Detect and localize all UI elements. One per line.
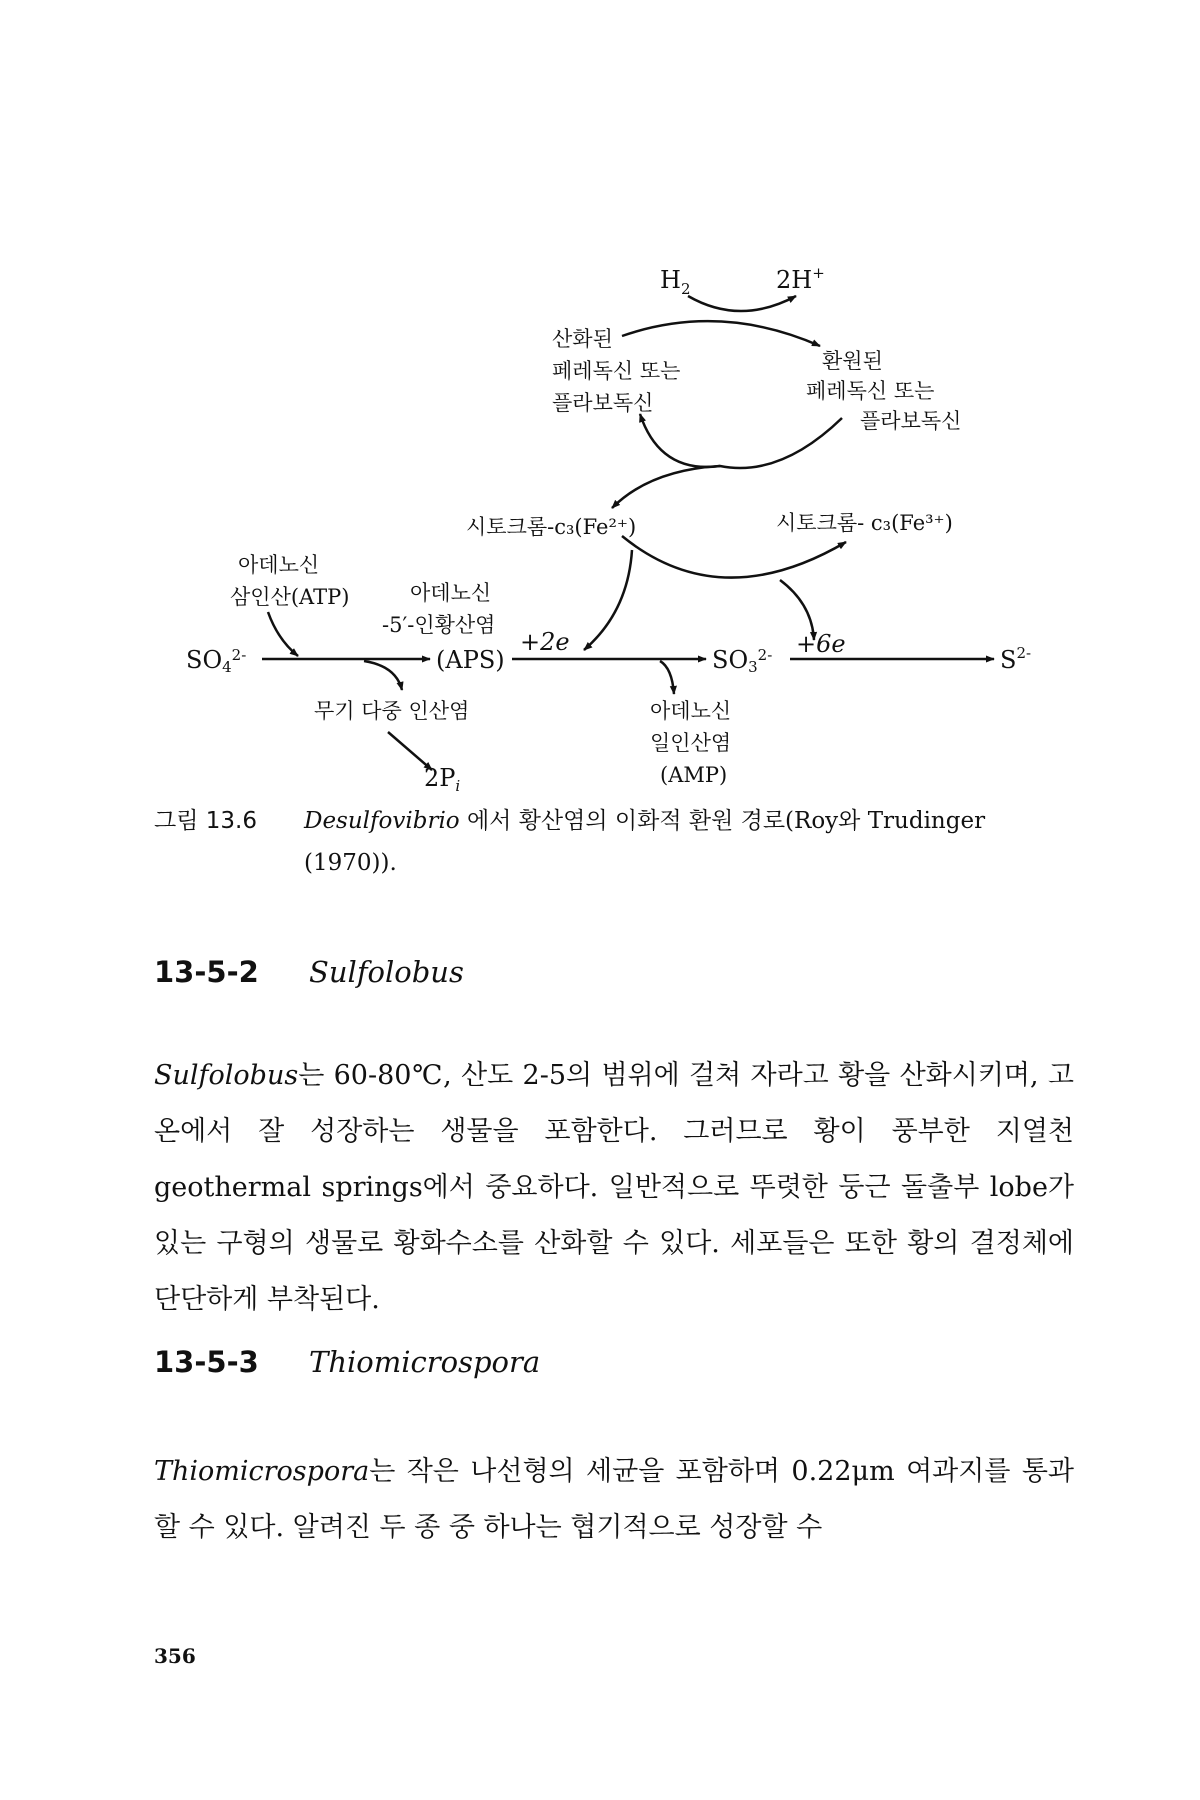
figure-caption — [154, 800, 1074, 884]
ferredoxin-reduction-arc — [622, 321, 820, 346]
paragraph-genus: Sulfolobus — [154, 1060, 299, 1091]
section-number: 13-5-2 — [154, 955, 259, 989]
caption-genus: Desulfovibrio — [304, 808, 460, 834]
cytochrome-fe3-label: 시토크롬- c₃(Fe³⁺) — [776, 511, 953, 535]
h2-label: $H_2$ — [660, 266, 691, 298]
caption-text: 에서 황산염의 이화적 환원 경로(Roy와 Trudinger — [459, 808, 986, 834]
cytochrome-oxidation-arc — [622, 536, 846, 578]
aps-label: (APS) — [436, 646, 505, 674]
ferredoxin-oxidation-arc — [640, 414, 842, 468]
cytochrome-fe2-label: 시토크롬-c₃(Fe²⁺) — [466, 515, 637, 539]
electron-transfer-2e-arrow — [584, 550, 632, 650]
amp-output-arrow — [660, 661, 674, 694]
sulfide-label: $S^{2-}$ — [1000, 644, 1032, 674]
atp-label-line2: 삼인산(ATP) — [230, 585, 350, 609]
proton-label: 2H+ — [776, 264, 825, 294]
paragraph-sulfolobus — [154, 1048, 1074, 1328]
oxidized-ferredoxin-line3: 플라보독신 — [552, 391, 654, 415]
ppi-output-arrow — [364, 661, 402, 690]
to-cytochrome-reduced-arrow — [612, 466, 720, 508]
paragraph-thiomicrospora — [154, 1444, 1074, 1556]
section-title: Sulfolobus — [309, 955, 464, 989]
h2-oxidation-arrow — [688, 296, 796, 311]
two-pi-label: $2P_i$ — [424, 764, 461, 795]
amp-name-line3: (AMP) — [660, 763, 728, 787]
oxidized-ferredoxin-line1: 산화된 — [552, 327, 613, 351]
reduced-ferredoxin-line2: 페레독신 또는 — [806, 379, 935, 403]
section-heading-sulfolobus — [154, 955, 464, 989]
pyrophosphate-label: 무기 다중 인산염 — [314, 699, 470, 723]
paragraph-body: 는 작은 나선형의 세균을 포함하며 0.22μm 여과지를 통과할 수 있다. 알려진 두 종 중 하나는 협기적으로 성장할 수 — [154, 1456, 1074, 1543]
sulfate-label: $SO4^{2-}$ — [186, 646, 247, 676]
reduced-ferredoxin-line3: 플라보독신 — [860, 409, 962, 433]
sulfate-reduction-pathway-diagram — [0, 0, 1200, 800]
reduced-ferredoxin-line1: 환원된 — [822, 349, 883, 373]
section-heading-thiomicrospora — [154, 1345, 540, 1379]
section-title: Thiomicrospora — [309, 1345, 541, 1379]
figure-number: 그림 13.6 — [154, 808, 257, 834]
section-number: 13-5-3 — [154, 1345, 259, 1379]
two-electron-label: +2e — [520, 628, 570, 656]
paragraph-body: 는 60-80℃, 산도 2-5의 범위에 걸쳐 자라고 황을 산화시키며, 고온에서 잘 성장하는 생물을 포함한다. 그러므로 황이 풍부한 지열천 geothermal springs에서 중요하다. 일반적으로 뚜렷한 둥근 돌출부 lobe가 있는 구형의 생물로 황화수소를 산화할 수 있다. 세포들은 또한 황의 결정체에 단단하게 부착된다. — [154, 1060, 1074, 1315]
caption-citation: (1970)). — [304, 850, 397, 876]
page-number: 356 — [154, 1644, 196, 1668]
amp-name-line1: 아데노신 — [650, 699, 732, 723]
paragraph-genus: Thiomicrospora — [154, 1456, 370, 1487]
sulfite-label: $SO3^{2-}$ — [712, 646, 773, 676]
atp-input-arrow — [268, 612, 298, 656]
aps-name-line2: -5′-인황산염 — [382, 613, 496, 637]
atp-label-line1: 아데노신 — [238, 553, 320, 577]
six-electron-label: +6e — [796, 630, 846, 658]
oxidized-ferredoxin-line2: 페레독신 또는 — [552, 359, 681, 383]
amp-name-line2: 일인산염 — [650, 731, 732, 755]
aps-name-line1: 아데노신 — [410, 581, 492, 605]
